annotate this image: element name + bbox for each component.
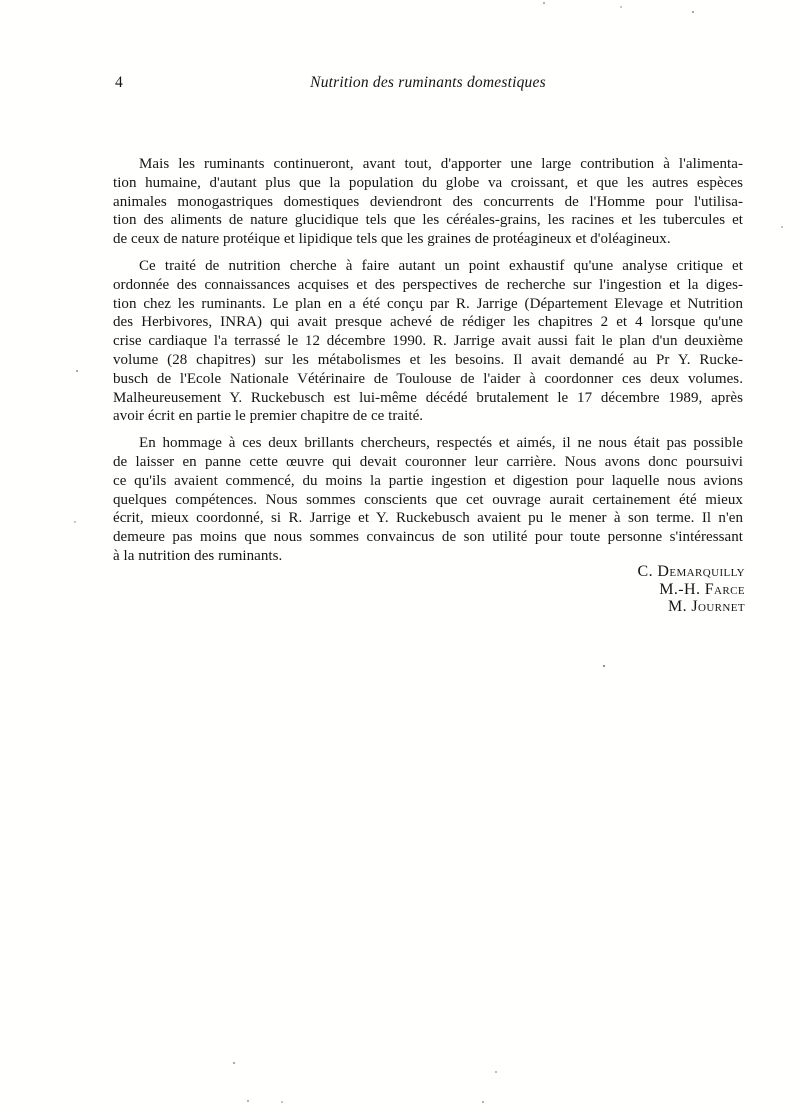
text-line: Malheureusement Y. Ruckebusch est lui-même décédé brutalement le 17 décembre 1989, après	[113, 389, 743, 406]
text-line: des Herbivores, INRA) qui avait presque achevé de rédiger les chapitres 2 et 4 lorsque qu'une	[113, 314, 743, 331]
text-line: Ce traité de nutrition cherche à faire autant un point exhaustif qu'une analyse critique et	[139, 257, 743, 274]
text-line: de ceux de nature protéique et lipidique tels que les graines de protéagineux et d'oléagineux.	[113, 231, 671, 248]
text-line: animales monogastriques domestiques deviendront des concurrents de l'Homme pour l'utilisa-	[113, 193, 743, 210]
text-line: à la nutrition des ruminants.	[113, 547, 283, 564]
signature-author-3: M. Journet	[667, 598, 745, 616]
paragraph-2	[113, 257, 743, 426]
text-line: Mais les ruminants continueront, avant tout, d'apporter une large contribution à l'alimenta-	[139, 156, 743, 172]
signature-block	[113, 563, 745, 616]
text-line: avoir écrit en partie le premier chapitre de ce traité.	[113, 408, 424, 425]
paragraph-3	[113, 434, 743, 566]
text-line: demeure pas moins que nous sommes convaincus de son utilité pour toute personne s'intéressant	[113, 529, 743, 546]
text-line: volume (28 chapitres) sur les métabolismes et les besoins. Il avait demandé au Pr Y. Rucke-	[113, 351, 743, 368]
running-title: Nutrition des ruminants domestiques	[310, 74, 546, 91]
text-line: En hommage à ces deux brillants chercheurs, respectés et aimés, il ne nous était pas possible	[139, 435, 743, 452]
running-header	[113, 74, 743, 94]
signature-author-2: M.-H. Farce	[659, 580, 745, 598]
preface-text	[113, 155, 743, 566]
text-line: écrit, mieux coordonné, si R. Jarrige et Y. Ruckebusch avaient pu le mener à son terme. Il n'en	[113, 510, 743, 527]
text-line: tion chez les ruminants. Le plan en a été conçu par R. Jarrige (Département Elevage et Nutrition	[113, 295, 743, 312]
page-number: 4	[115, 74, 123, 91]
text-line: crise cardiaque l'a terrassé le 12 décembre 1990. R. Jarrige avait aussi fait le plan d'un deuxième	[113, 333, 743, 350]
text-line: ordonnée des connaissances acquises et des perspectives de recherche sur l'ingestion et la diges-	[113, 276, 743, 293]
signature-author-1: C. Demarquilly	[637, 563, 745, 580]
text-line: tion des aliments de nature glucidique tels que les céréales-grains, les racines et les tubercules et	[113, 212, 743, 229]
scan-speck-noise	[543, 2, 545, 4]
text-line: quelques compétences. Nous sommes conscients que cet ouvrage aurait certainement été mieux	[113, 491, 743, 508]
text-line: ce qu'ils avaient commencé, du moins la partie ingestion et digestion pour laquelle nous avions	[113, 472, 743, 489]
paragraph-1	[113, 155, 743, 249]
text-line: tion humaine, d'autant plus que la population du globe va croissant, et que les autres espèces	[113, 174, 743, 191]
text-line: de laisser en panne cette œuvre qui devait couronner leur carrière. Nous avons donc poursuivi	[113, 453, 743, 470]
text-line: busch de l'Ecole Nationale Vétérinaire de Toulouse de l'aider à coordonner ces deux volumes.	[113, 370, 743, 387]
